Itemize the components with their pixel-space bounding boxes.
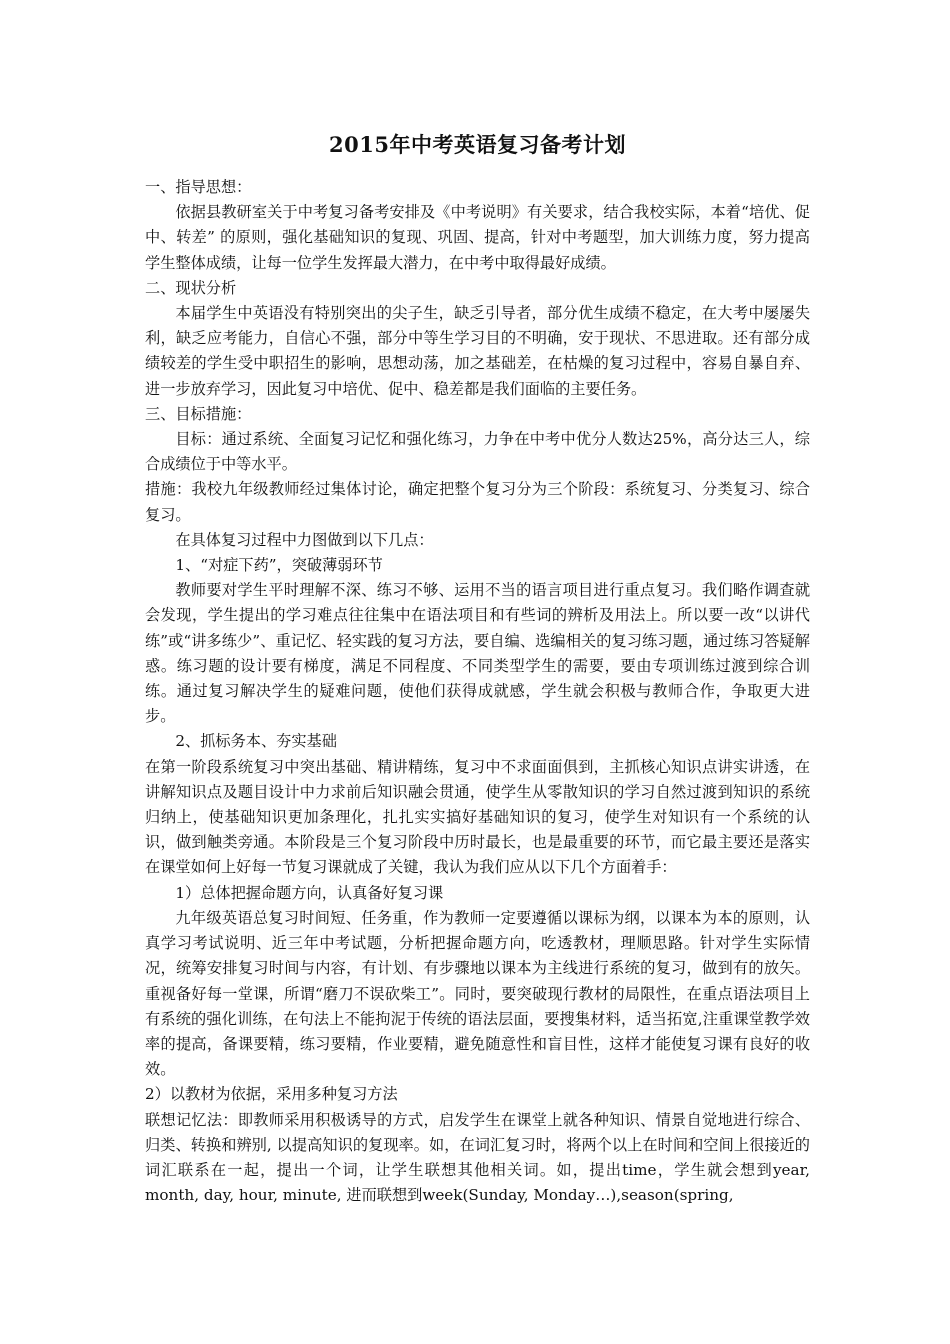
paragraph: 2、抓标务本、夯实基础 xyxy=(175,732,337,751)
paragraph: 教师要对学生平时理解不深、练习不够、运用不当的语言项目进行重点复习。我们略作调查就会发现，学生提出的学习难点往往集中在语法项目和有些词的辨析及用法上。所以要一改“以讲代练”或“讲多练少”、重记忆、轻实践的复习方法，要自编、选编相关的复习练习题，通过练习答疑解惑。练习题的设计要有梯度，满足不同程度、不同类型学生的需要，要由专项训练过渡到综合训练。通过复习解决学生的疑难问题，使他们获得成就感，学生就会积极与教师合作，争取更大进步。 xyxy=(145,581,810,726)
paragraph: 一、指导思想： xyxy=(145,178,252,196)
paragraph: 九年级英语总复习时间短、任务重，作为教师一定要遵循以课标为纲，以课本为本的原则，认真学习考试说明、近三年中考试题，分析把握命题方向，吃透教材，理顺思路。针对学生实际情况，统筹安排复习时间与内容，有计划、有步骤地以课本为主线进行系统的复习，做到有的放矢。重视备好每一堂课，所谓“磨刀不误砍柴工”。同时，要突破现行教材的局限性，在重点语法项目上有系统的强化训练，在句法上不能拘泥于传统的语法层面，要搜集材料，适当拓宽,注重课堂教学效率的提高，备课要精，练习要精，作业要精，避免随意性和盲目性，这样才能使复习课有良好的收效。 xyxy=(145,908,810,1079)
paragraph: 在第一阶段系统复习中突出基础、精讲精练，复习中不求面面俱到，主抓核心知识点讲实讲透，在讲解知识点及题目设计中力求前后知识融会贯通，使学生从零散知识的学习自然过渡到知识的系统归纳上，使基础知识更加条理化，扎扎实实搞好基础知识的复习，使学生对知识有一个系统的认识，做到触类旁通。本阶段是三个复习阶段中历时最长，也是最重要的环节，而它最主要还是落实在课堂如何上好每一节复习课就成了关键，我认为我们应从以下几个方面着手： xyxy=(145,757,810,877)
paragraph: 联想记忆法：即教师采用积极诱导的方式，启发学生在课堂上就各种知识、情景自觉地进行综合、归类、转换和辨别, 以提高知识的复现率。如，在词汇复习时，将两个以上在时间和空间上很接近的词汇联系在一起，提出一个词，让学生联想其他相关词。如，提出time，学生就会想到year, month, day, hour, minute, 进而联想到week(Sunday, Monday…),season(spring, xyxy=(145,1110,810,1205)
paragraph: 本届学生中英语没有特别突出的尖子生，缺乏引导者，部分优生成绩不稳定，在大考中屡屡失利，缺乏应考能力，自信心不强，部分中等生学习目的不明确，安于现状、不思进取。还有部分成绩较差的学生受中职招生的影响，思想动荡，加之基础差，在枯燥的复习过程中，容易自暴自弃、进一步放弃学习，因此复习中培优、促中、稳差都是我们面临的主要任务。 xyxy=(145,304,810,398)
paragraph: 1）总体把握命题方向，认真备好复习课 xyxy=(175,883,444,902)
document-title: 2015年中考英语复习备考计划 xyxy=(329,132,626,157)
paragraph: 在具体复习过程中力图做到以下几点： xyxy=(175,530,434,549)
document-page xyxy=(145,130,810,1208)
paragraph: 三、目标措施： xyxy=(145,404,252,423)
paragraph: 二、现状分析 xyxy=(145,278,237,297)
document-body xyxy=(145,175,810,1208)
paragraph: 措施：我校九年级教师经过集体讨论，确定把整个复习分为三个阶段：系统复习、分类复习、综合复习。 xyxy=(145,480,810,524)
paragraph: 2）以教材为依据，采用多种复习方法 xyxy=(145,1085,398,1104)
paragraph: 目标：通过系统、全面复习记忆和强化练习，力争在中考中优分人数达25%，高分达三人，综合成绩位于中等水平。 xyxy=(145,430,810,474)
paragraph: 1、“对症下药”，突破薄弱环节 xyxy=(175,556,383,575)
paragraph: 依据县教研室关于中考复习备考安排及《中考说明》有关要求，结合我校实际，本着“培优、促中、转差” 的原则，强化基础知识的复现、巩固、提高，针对中考题型，加大训练力度，努力提高学生整体成绩，让每一位学生发挥最大潜力，在中考中取得最好成绩。 xyxy=(145,203,810,272)
